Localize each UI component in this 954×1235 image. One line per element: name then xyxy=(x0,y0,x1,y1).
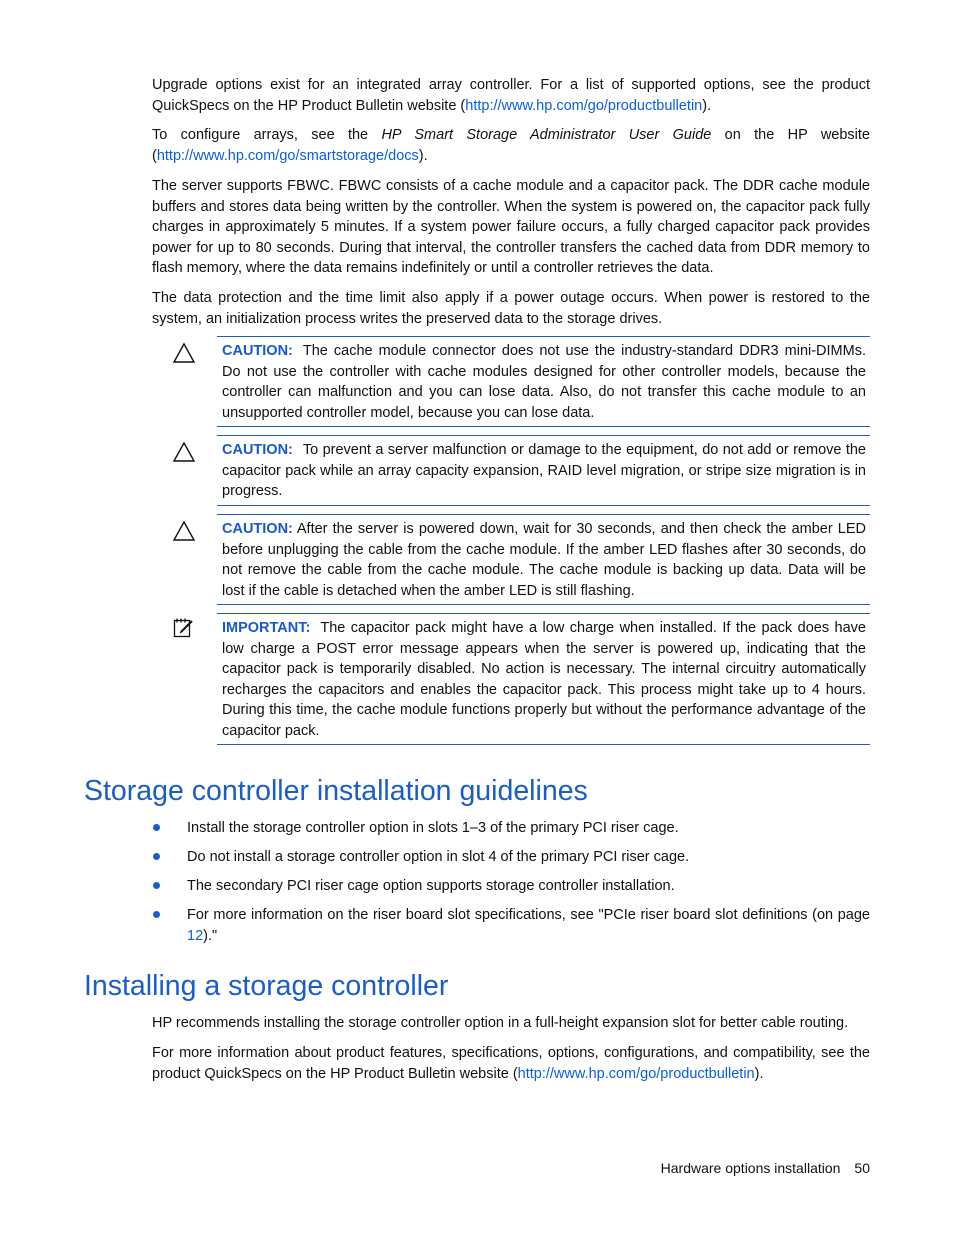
paragraph-text: For more information about product features, specifications, options, configurations, and compatibility, see the product QuickSpecs on the HP Product Bulletin website ( xyxy=(152,1045,870,1082)
notice-text: The cache module connector does not use the industry-standard DDR3 mini-DIMMs. Do not use the controller with cache modules designed for other controller models, because the controller can malfunction and you can lose data. Also, do not transfer this cache module to an unsupported controller model, because you can lose data. xyxy=(222,343,866,421)
paragraph-text: on the HP website ( xyxy=(152,127,870,164)
paragraph-recommendation: HP recommends installing the storage controller option in a full-height expansion slot for better cable routing. xyxy=(152,1015,849,1031)
paragraph-upgrade-options xyxy=(152,75,870,116)
paragraph-fbwc: The server supports FBWC. FBWC consists of a cache module and a capacitor pack. The DDR cache module buffers and stores data being written by the controller. When the system is powered on, the capacitor pack fully charges in approximately 5 minutes. If a system power failure occurs, a fully charged capacitor pack provides power for up to 80 seconds. During that interval, the controller transfers the cached data from DDR memory to flash memory, where the data remains indefinitely or until a controller retrieves the data. xyxy=(152,178,870,276)
list-item-text: Install the storage controller option in slots 1–3 of the primary PCI riser cage. xyxy=(187,820,679,836)
caution-label: CAUTION: xyxy=(222,343,293,359)
list-item-text: For more information on the riser board slot specifications, see "PCIe riser board slot definitions (on page xyxy=(187,907,870,923)
list-item xyxy=(152,818,870,839)
list-item xyxy=(152,847,870,868)
list-item-text: )." xyxy=(203,927,218,944)
caution-label: CAUTION: xyxy=(222,521,293,537)
notice-text: To prevent a server malfunction or damage to the equipment, do not add or remove the capacitor pack while an array capacity expansion, RAID level migration, or stripe size migration is in progress. xyxy=(222,442,866,499)
caution-triangle-icon xyxy=(172,441,196,463)
caution-triangle-icon xyxy=(172,520,196,542)
notice-text: The capacitor pack might have a low charge when installed. If the pack does have low charge a POST error message appears when the server is powered up, indicating that the capacitor pack is temporarily disabled. No action is necessary. The internal circuitry automatically recharges the capacitors and enables the capacitor pack. This process might take up to 4 hours. During this time, the cache module functions properly but without the performance advantage of the capacitor pack. xyxy=(222,620,866,739)
section-heading-installing: Installing a storage controller xyxy=(84,970,449,1002)
section-heading-guidelines: Storage controller installation guidelines xyxy=(84,775,588,807)
guidelines-list xyxy=(152,818,870,955)
bullet-icon xyxy=(153,853,160,860)
caution-label: CAUTION: xyxy=(222,442,293,458)
bullet-icon xyxy=(153,911,160,918)
caution-triangle-icon xyxy=(172,342,196,364)
page-ref-link[interactable]: 12 xyxy=(187,927,204,944)
paragraph-text: ). xyxy=(418,147,428,164)
notice-text: After the server is powered down, wait for 30 seconds, and then check the amber LED before unplugging the cable from the cache module. If the amber LED flashes after 30 seconds, do not remove the cable from the cache module. The cache module is backing up data. Data will be lost if the cable is detached when the amber LED is still flashing. xyxy=(222,521,866,599)
guide-title: HP Smart Storage Administrator User Guide xyxy=(381,127,712,143)
paragraph-data-protection: The data protection and the time limit also apply if a power outage occurs. When power is restored to the system, an initialization process writes the preserved data to the storage drives. xyxy=(152,290,870,327)
important-label: IMPORTANT: xyxy=(222,620,311,636)
list-item-text: Do not install a storage controller option in slot 4 of the primary PCI riser cage. xyxy=(187,849,690,865)
important-notepad-icon xyxy=(172,617,196,639)
caution-notice xyxy=(217,336,870,427)
page-number: 50 xyxy=(854,1160,870,1176)
paragraph-more-info xyxy=(152,1043,870,1084)
caution-notice xyxy=(217,514,870,605)
paragraph-text: Upgrade options exist for an integrated array controller. For a list of supported options, see the product QuickSpecs on the HP Product Bulletin website ( xyxy=(152,77,870,114)
bullet-icon xyxy=(153,824,160,831)
paragraph-text: ). xyxy=(754,1065,764,1082)
list-item xyxy=(152,876,870,897)
smartstorage-docs-link[interactable]: http://www.hp.com/go/smartstorage/docs xyxy=(156,147,419,164)
page-footer xyxy=(661,1158,870,1178)
footer-section-title: Hardware options installation xyxy=(660,1160,841,1176)
product-bulletin-link[interactable]: http://www.hp.com/go/productbulletin xyxy=(465,97,703,114)
important-notice xyxy=(217,613,870,745)
paragraph-text: ). xyxy=(702,97,712,114)
bullet-icon xyxy=(153,882,160,889)
product-bulletin-link[interactable]: http://www.hp.com/go/productbulletin xyxy=(517,1065,755,1082)
list-item xyxy=(152,905,870,946)
list-item-text: The secondary PCI riser cage option supports storage controller installation. xyxy=(187,878,675,894)
caution-notice xyxy=(217,435,870,506)
paragraph-text: To configure arrays, see the xyxy=(152,127,382,143)
paragraph-configure-arrays xyxy=(152,125,870,166)
